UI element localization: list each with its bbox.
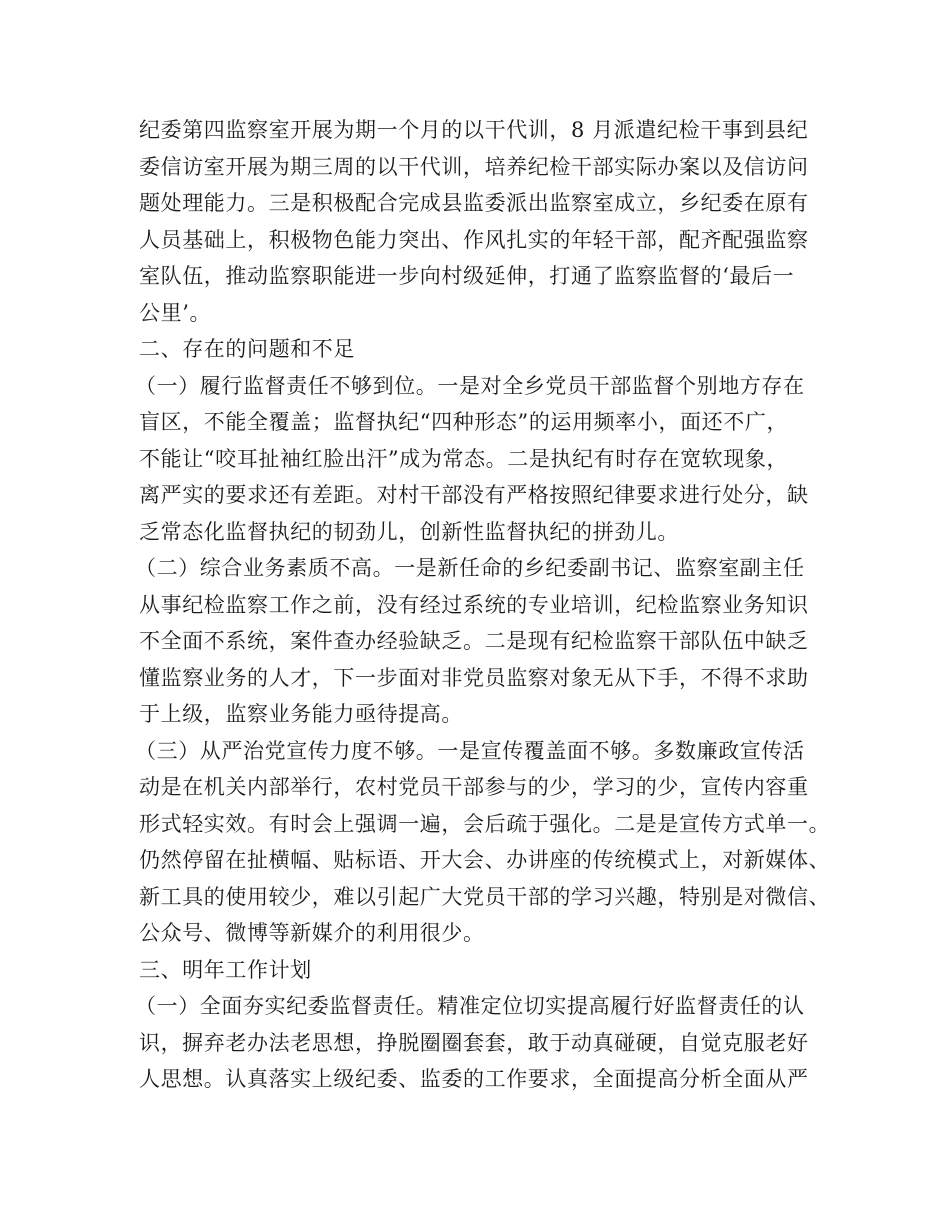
text-line: 离严实的要求还有差距。对村干部没有严格按照纪律要求进行处分，缺: [139, 483, 809, 507]
text-line: 不能让“咬耳扯袖红脸出汗”成为常态。二是执纪有时存在宽软现象，: [139, 446, 789, 471]
text-line: 懂监察业务的人才，下一步面对非党员监察对象无从下手，不得不求助: [139, 665, 809, 690]
text-line: 乏常态化监督执纪的韧劲儿，创新性监督执纪的拼劲儿。: [139, 519, 679, 544]
text-line: 新工具的使用较少，难以引起广大党员干部的学习兴趣，特别是对微信、: [139, 884, 831, 909]
text-line: 纪委第四监察室开展为期一个月的以干代训，8 月派遣纪检干事到县纪: [139, 118, 809, 142]
text-line: 题处理能力。三是积极配合完成县监委派出监察室成立，乡纪委在原有: [139, 191, 809, 215]
subsection-heading: （三）从严治党宣传力度不够。一是宣传覆盖面不够。多数廉政宣传活: [135, 738, 805, 763]
subsection-heading: （一）全面夯实纪委监督责任。精准定位切实提高履行好监督责任的认: [135, 994, 805, 1018]
document-body: [135, 112, 831, 1098]
section-heading: 二、存在的问题和不足: [139, 337, 355, 361]
text-line: 动是在机关内部举行，农村党员干部参与的少，学习的少，宣传内容重: [139, 775, 809, 799]
subsection-heading: （一）履行监督责任不够到位。一是对全乡党员干部监督个别地方存在: [135, 373, 805, 398]
text-line: 从事纪检监察工作之前，没有经过系统的专业培训，纪检监察业务知识: [139, 592, 809, 617]
text-line: 公众号、微博等新媒介的利用很少。: [139, 921, 485, 945]
text-line: 人思想。认真落实上级纪委、监委的工作要求，全面提高分析全面从严: [139, 1067, 809, 1091]
text-line: 识，摒弃老办法老思想，挣脱圈圈套套，敢于动真碰硬，自觉克服老好: [139, 1030, 809, 1055]
subsection-heading: （二）综合业务素质不高。一是新任命的乡纪委副书记、监察室副主任: [135, 556, 805, 580]
text-line: 盲区，不能全覆盖；监督执纪“四种形态”的运用频率小，面还不广，: [139, 410, 789, 434]
text-line: 人员基础上，积极物色能力突出、作风扎实的年轻干部，配齐配强监察: [139, 227, 809, 252]
section-heading: 三、明年工作计划: [139, 957, 312, 982]
text-line: 仍然停留在扯横幅、贴标语、开大会、办讲座的传统模式上，对新媒体、: [139, 848, 831, 872]
text-line: 于上级，监察业务能力亟待提高。: [139, 702, 463, 726]
text-line: 不全面不系统，案件查办经验缺乏。二是现有纪检监察干部队伍中缺乏: [139, 629, 809, 653]
text-line: 委信访室开展为期三周的以干代训，培养纪检干部实际办案以及信访问: [139, 154, 809, 179]
text-line: 室队伍，推动监察职能进一步向村级延伸，打通了监察监督的‘最后一: [139, 264, 795, 288]
text-line: 公里’。: [139, 300, 212, 325]
text-line: 形式轻实效。有时会上强调一遍，会后疏于强化。二是是宣传方式单一。: [139, 811, 831, 836]
